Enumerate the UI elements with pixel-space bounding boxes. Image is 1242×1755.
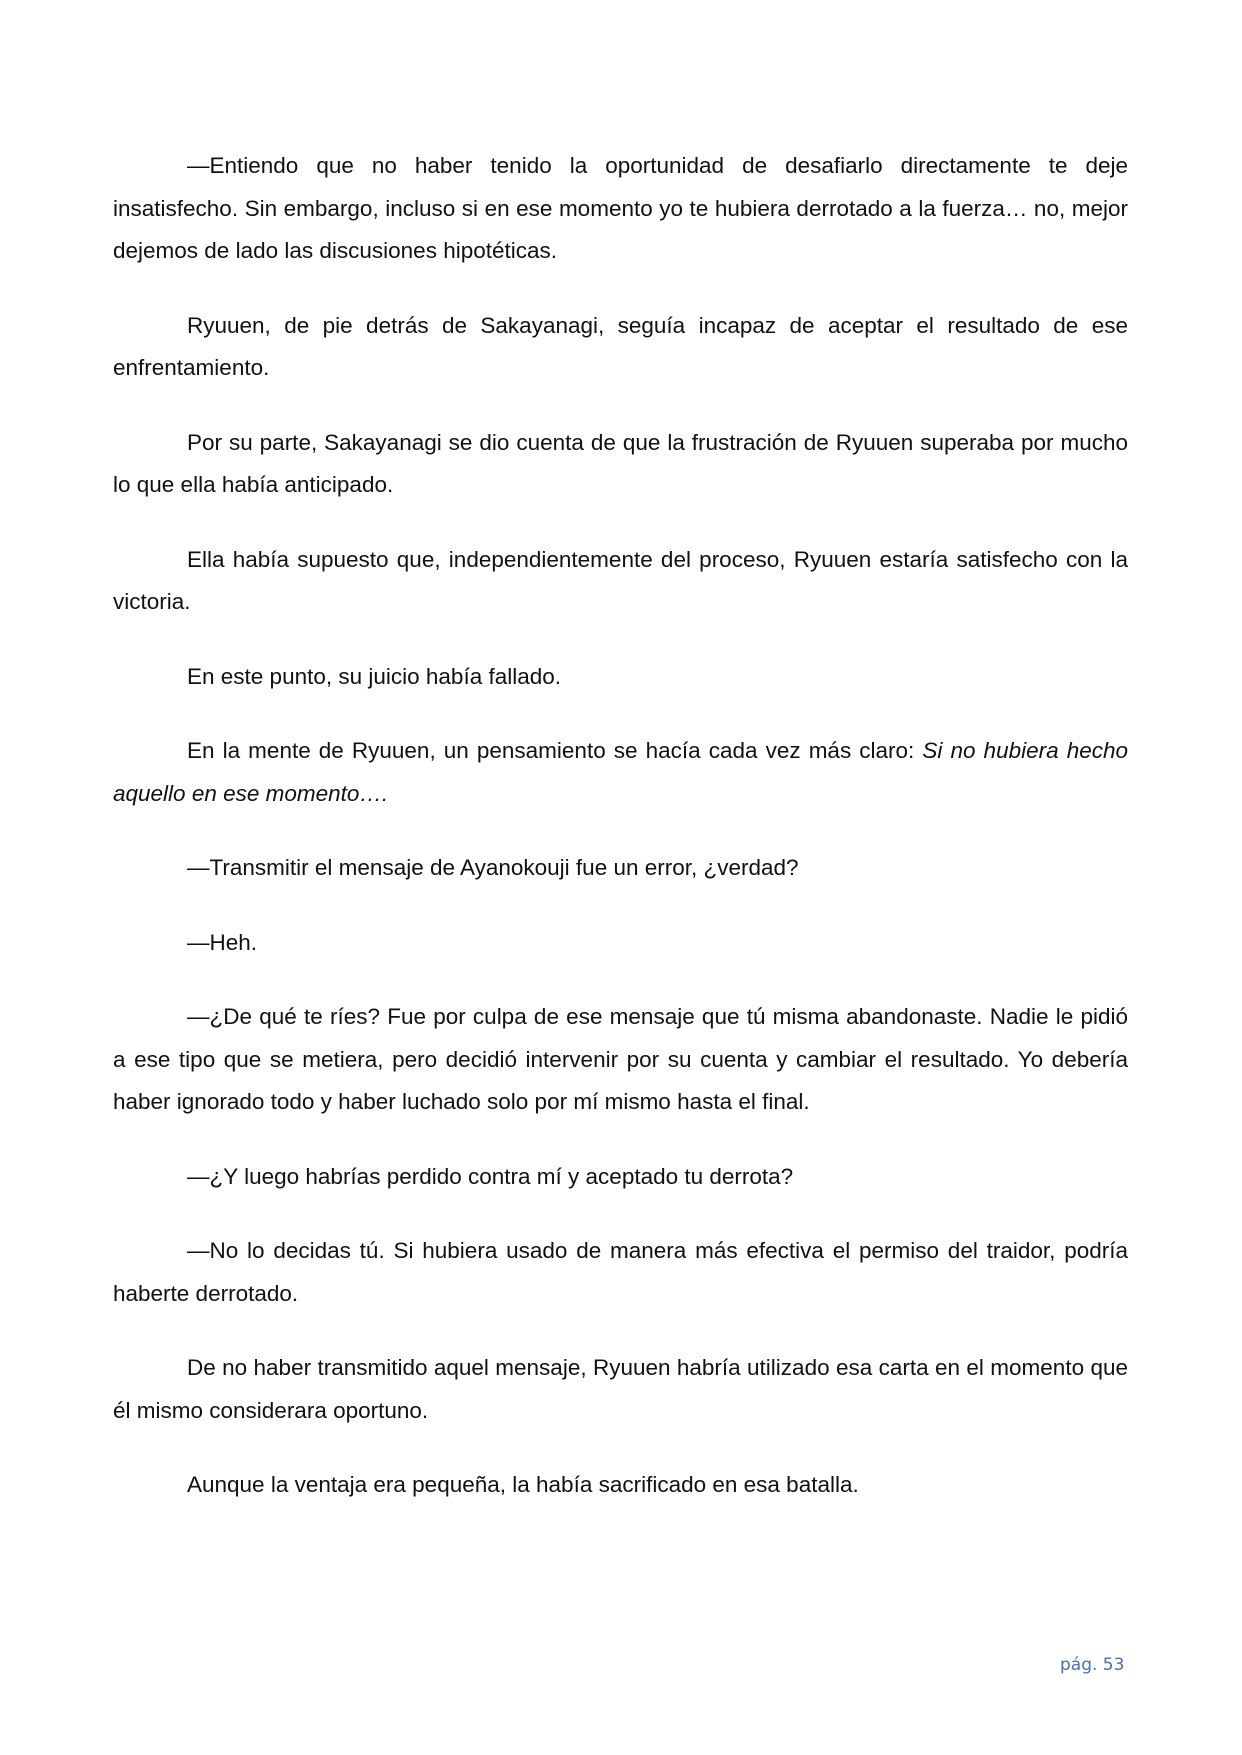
page-number: pág. 53: [1060, 1655, 1125, 1675]
paragraph: De no haber transmitido aquel mensaje, Ryuuen habría utilizado esa carta en el momento que él mismo considerara oportuno.: [113, 1355, 1128, 1423]
paragraph: Aunque la ventaja era pequeña, la había sacrificado en esa batalla.: [187, 1472, 859, 1497]
paragraph: En este punto, su juicio había fallado.: [187, 663, 562, 689]
paragraph: —Entiendo que no haber tenido la oportunidad de desafiarlo directamente te deje insatisfecho. Sin embargo, incluso si en ese momento yo te hubiera derrotado a la fuerza… no, mejor dejemos de lado las discusiones hipotéticas.: [113, 153, 1128, 263]
paragraph: —¿De qué te ríes? Fue por culpa de ese mensaje que tú misma abandonaste. Nadie le pidió a ese tipo que se metiera, pero decidió intervenir por su cuenta y cambiar el resultado. Yo debería haber ignorado todo y haber luchado solo por mí mismo hasta el final.: [113, 1004, 1128, 1114]
italic-thought: Si no hubiera hecho aquello en ese momento….: [113, 738, 1128, 806]
paragraph: Ella había supuesto que, independientemente del proceso, Ryuuen estaría satisfecho con la victoria.: [113, 546, 1128, 614]
paragraph: —Transmitir el mensaje de Ayanokouji fue un error, ¿verdad?: [187, 855, 799, 880]
paragraph: Ryuuen, de pie detrás de Sakayanagi, seguía incapaz de aceptar el resultado de ese enfrentamiento.: [113, 312, 1128, 380]
paragraph-text: En la mente de Ryuuen, un pensamiento se hacía cada vez más claro:: [187, 738, 923, 763]
paragraph: [113, 730, 1128, 815]
paragraph: —¿Y luego habrías perdido contra mí y aceptado tu derrota?: [187, 1163, 794, 1189]
paragraph: —No lo decidas tú. Si hubiera usado de manera más efectiva el permiso del traidor, podría haberte derrotado.: [113, 1238, 1128, 1306]
paragraph: —Heh.: [187, 929, 258, 955]
paragraph: Por su parte, Sakayanagi se dio cuenta de que la frustración de Ryuuen superaba por mucho lo que ella había anticipado.: [113, 429, 1128, 497]
document-body: [113, 145, 1128, 1539]
